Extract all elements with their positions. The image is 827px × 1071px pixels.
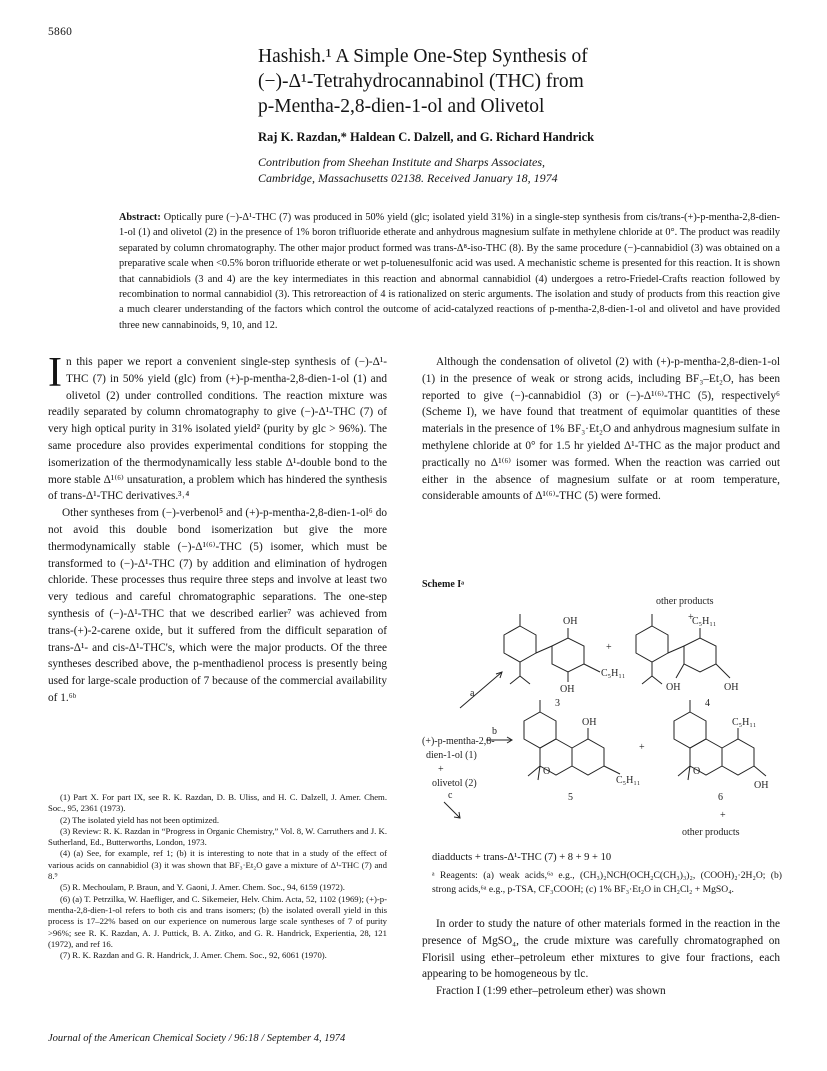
c5h11-label-5: C₅H₁₁ [616, 775, 641, 786]
reactant-plus: + [438, 764, 444, 775]
aromatic-ring-4 [684, 638, 716, 672]
gem-methyl-b-5 [538, 766, 540, 780]
pentyl-bond-5 [604, 766, 620, 774]
c5h11-label-4: C₅H₁₁ [692, 616, 717, 627]
abstract-label: Abstract: [119, 212, 161, 223]
title-line-1: Hashish.¹ A Simple One-Step Synthesis of [258, 46, 588, 67]
footnote-4: (4) (a) See, for example, ref 1; (b) it is interesting to note that in a study of the effect of various acids on cannabidiol (3) it was shown that BF₃·Et₂O gave a mixture of Δ¹-THC (7) and 8.⁹ [48, 848, 387, 882]
footnote-2: (2) The isolated yield has not been optimized. [60, 814, 220, 825]
ring-link-bond-3 [536, 646, 552, 653]
authors: Raj K. Razdan,* Haldean C. Dalzell, and G. Richard Handrick [258, 130, 595, 144]
oh-label-4b: OH [724, 682, 739, 693]
scheme-label: Scheme Iᵃ [422, 579, 465, 590]
reactant-line-2: dien-1-ol (1) [426, 750, 477, 761]
arrow-c-label: c [448, 790, 453, 801]
reactant-line-3: olivetol (2) [432, 778, 477, 789]
title-line-2: (−)-Δ¹-Tetrahydrocannabinol (THC) from [258, 71, 584, 92]
isopropenyl-a-3 [510, 676, 520, 684]
oh-bond-4 [676, 664, 684, 678]
oh-label-4: OH [666, 682, 681, 693]
compound-5-number: 5 [568, 792, 573, 803]
footnote-3: (3) Review: R. K. Razdan in “Progress in Organic Chemistry,” Vol. 8, W. Carruthers and J. K. Sutherland, Ed., Butterworths, London, 1973. [48, 825, 387, 848]
ring-link-bond-4 [668, 646, 684, 653]
title-line-3: p-Mentha-2,8-dien-1-ol and Olivetol [258, 96, 545, 117]
scheme-products-line: diadducts + trans-Δ¹-THC (7) + 8 + 9 + 10 [432, 852, 612, 863]
intro-paragraph-2: Other syntheses from (−)-verbenol⁵ and (+)-p-mentha-2,8-dien-1-ol⁶ do not avoid this double bond isomerization but give the more thermodynamically stable (−)-Δ¹⁽⁶⁾-THC (5) isomer, which must be transformed to (−)-Δ¹-THC (7) by addition and elimination of hydrogen chloride. These processes thus require three steps and involve at least two very tedious and careful chromatographic separations. The one-step synthesis of (−)-Δ¹-THC that we described earlier⁷ was achieved from trans-(+)-2-carene oxide, but it suffered from the difficult separation of trans-Δ¹- and cis-Δ¹-THC's, which were the major products. Of the three syntheses described above, the p-menthadienol process is presently being used for large-scale production of 7 because of the commercial availability of 1.⁶ᵇ [48, 507, 387, 704]
footnotes [48, 792, 387, 961]
cyclohexene-ring-3 [504, 626, 536, 662]
arrow-b-label: b [492, 726, 497, 737]
o-label-5: O [543, 766, 551, 777]
compound-4-number: 4 [705, 698, 710, 709]
oh-bond-6 [754, 766, 766, 776]
right-column-continued [422, 916, 780, 1000]
oh-label-6: OH [754, 780, 769, 791]
o-label-6: O [693, 766, 701, 777]
plus-56: + [639, 742, 645, 753]
compound-3-number: 3 [555, 698, 560, 709]
gem-methyl-a-6 [678, 766, 690, 776]
c5h11-label-6: C₅H₁₁ [732, 717, 757, 728]
journal-footer: Journal of the American Chemical Society / 96:18 / September 4, 1974 [48, 1033, 346, 1044]
aromatic-ring-6 [722, 739, 754, 775]
affiliation [258, 154, 558, 186]
cyclohexene-ring-5 [524, 712, 556, 748]
right-paragraph-3: Fraction I (1:99 ether–petroleum ether) was shown [436, 985, 666, 998]
arrow-a-label: a [470, 688, 475, 699]
abstract [119, 210, 780, 333]
article-title [258, 44, 778, 119]
gem-methyl-a-5 [528, 766, 540, 776]
cyclohexene-ring-4 [636, 626, 668, 662]
isopropenyl-b-4 [652, 676, 662, 684]
abstract-text: Optically pure (−)-Δ¹-THC (7) was produced in 50% yield (glc; isolated yield 31%) in a single-step synthesis from cis/trans-(+)-p-mentha-2,8-dien-1-ol (1) and olivetol (2) in the presence of 1% boron trifluoride etherate and anhydrous magnesium sulfate in methylene chloride at 0°. The product was readily separated by column chromatography. The other major product formed was trans-Δ⁸-iso-THC (8). By the same procedure (−)-cannabidiol (3) was obtained on a preparative scale when <0.5% boron trifluoride etherate or wet p-toluenesulfonic acid was used. A mechanistic scheme is presented for this reaction. It is shown that cannabidiols (3 and 4) are the key intermediates in this reaction and abnormal cannabidiol (4) undergoes a retro-Friedel-Crafts reaction followed by recombination to normal cannabidiol (3). This retroreaction of 4 is rationalized on steric arguments. The isolation and study of products from this reaction give a much clearer understanding of the factors which control the outcome of acid-catalyzed reactions of p-mentha-2,8-dien-1-ol and olivetol and have provided three new cannabinoids, 9, 10, and 12. [119, 212, 780, 331]
cyclohexene-ring-6 [674, 712, 706, 748]
scheme-diagram [420, 590, 782, 852]
footnote-1: (1) Part X. For part IX, see R. K. Razdan, D. B. Uliss, and H. C. Dalzell, J. Amer. Chem. Soc., 95, 2361 (1973). [48, 792, 387, 814]
arrow-c-line [444, 802, 460, 818]
affiliation-line-1: Contribution from Sheehan Institute and Sharps Associates, [258, 155, 545, 169]
right-paragraph-2: In order to study the nature of other materials formed in the reaction in the presence of MgSO₄, the crude mixture was carefully chromatographed on Florisil using ether–petroleum ether mixtures to give four fractions, each appearing to be homogeneous by tlc. [422, 918, 780, 981]
arrow-a-line [460, 672, 502, 708]
footnote-6: (6) (a) T. Petrzilka, W. Haefliger, and C. Sikemeier, Helv. Chim. Acta, 52, 1102 (1969); (+)-p-mentha-2,8-dien-1-ol refers to both cis and trans isomers; (b) the isolated overall yield in this process is 17–22% based on our experience on numerous large scale syntheses of 7 of purity >96%; see R. K. Razdan, A. J. Puttick, B. A. Zitko, and G. R. Handrick, Experientia, 28, 121 (1972), and ref 16. [48, 893, 387, 949]
footnote-5: (5) R. Mechoulam, P. Braun, and Y. Gaoni, J. Amer. Chem. Soc., 94, 6159 (1972). [60, 882, 345, 893]
right-column [422, 354, 780, 505]
reactant-line-1: (+)-p-mentha-2,8- [422, 736, 495, 747]
isopropenyl-b-3 [520, 676, 530, 684]
scheme-footnote: ᵃ Reagents: (a) weak acids,⁶ᵃ e.g., (CH₃)₂NCH(OCH₂C(CH₃)₃)₂, (COOH)₂·2H₂O; (b) strong acids,⁶ᵃ e.g., p-TSA, CF₃COOH; (c) 1% BF₃·Et₂O in CH₂Cl₂ + MgSO₄. [432, 870, 782, 895]
aromatic-ring-5 [572, 739, 604, 775]
oh-label-3b: OH [560, 684, 575, 695]
gem-methyl-b-6 [688, 766, 690, 780]
aromatic-ring-3 [552, 638, 584, 672]
oh-label-3: OH [563, 616, 578, 627]
other-products-top: other products [656, 596, 714, 607]
affiliation-line-2: Cambridge, Massachusetts 02138. Received January 18, 1974 [258, 171, 558, 185]
page-number: 5860 [48, 26, 73, 38]
other-products-bottom: other products [682, 827, 740, 838]
compound-6-number: 6 [718, 792, 723, 803]
left-column [48, 350, 387, 707]
plus-34: + [606, 642, 612, 653]
oh-bond-4b [716, 664, 730, 678]
oh-label-5: OH [582, 717, 597, 728]
plus-bottom: + [720, 810, 726, 821]
footnote-7: (7) R. K. Razdan and G. R. Handrick, J. Amer. Chem. Soc., 92, 6061 (1970). [60, 950, 327, 961]
plus-top: + [688, 612, 694, 623]
drop-cap: I [48, 350, 62, 396]
intro-paragraph-1: n this paper we report a convenient single-step synthesis of (−)-Δ¹-THC (7) in 50% yield (glc) from (+)-p-mentha-2,8-dien-1-ol (1) and olivetol (2) under controlled conditions. The reaction mixture was readily separated by column chromatography to give (−)-Δ¹-THC (7) of very high optical purity in 31% isolated yield² (purity by glc > 96%). The same procedure also provides experimental conditions for stopping the isomerization of the thermodynamically less stable Δ¹-double bond to the more stable Δ¹⁽⁶⁾ unsaturation, a problem which has hindered the synthesis of trans-Δ¹-THC derivatives.³˒⁴ [48, 356, 387, 503]
isopropenyl-a-4 [642, 676, 652, 684]
c5h11-label-3: C₅H₁₁ [601, 668, 626, 679]
pentyl-bond-3 [584, 664, 600, 672]
right-paragraph-1: Although the condensation of olivetol (2) with (+)-p-mentha-2,8-dien-1-ol (1) in the presence of weak or strong acids, including BF₃–Et₂O, has been reported to give (−)-cannabidiol (3) or (−)-Δ¹⁽⁶⁾-THC (5), respectively⁶ (Scheme I), we have found that treatment of equimolar quantities of these materials in the presence of 1% BF₃·Et₂O and anhydrous magnesium sulfate in methylene chloride at 0° for 1.5 hr yielded Δ¹-THC as the major product and practically no Δ¹⁽⁶⁾ isomer was formed. When the reaction was carried out either in the absence of magnesium sulfate or at room temperature, considerable amounts of Δ¹⁽⁶⁾-THC (5) were formed. [422, 356, 780, 503]
